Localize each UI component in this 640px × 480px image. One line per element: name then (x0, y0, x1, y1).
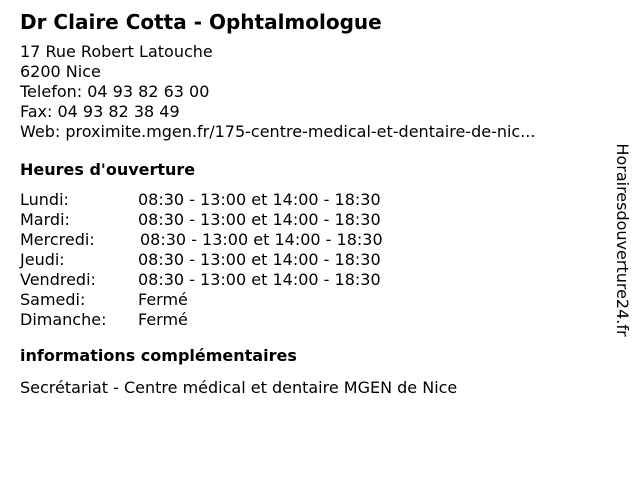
time-value: 08:30 - 13:00 et 14:00 - 18:30 (138, 270, 381, 289)
time-value: 08:30 - 13:00 et 14:00 - 18:30 (138, 190, 381, 209)
city-address: 6200 Nice (20, 62, 101, 81)
time-value: 08:30 - 13:00 et 14:00 - 18:30 (138, 250, 381, 269)
hours-row-friday (20, 270, 610, 290)
hours-row-thursday (20, 250, 610, 270)
time-value: 08:30 - 13:00 et 14:00 - 18:30 (138, 210, 381, 229)
time-value: Fermé (138, 310, 188, 329)
day-label: Samedi: (20, 290, 86, 309)
day-label: Vendredi: (20, 270, 96, 289)
phone-number: Telefon: 04 93 82 63 00 (20, 82, 210, 101)
time-value: Fermé (138, 290, 188, 309)
website-link[interactable]: Web: proximite.mgen.fr/175-centre-medical-et-dentaire-de-nic... (20, 122, 536, 141)
opening-hours-title: Heures d'ouverture (20, 160, 196, 179)
fax-number: Fax: 04 93 82 38 49 (20, 102, 180, 121)
day-label: Mercredi: (20, 230, 95, 249)
street-address: 17 Rue Robert Latouche (20, 42, 213, 61)
business-card (20, 8, 610, 398)
hours-row-sunday (20, 310, 610, 330)
additional-info-title: informations complémentaires (20, 346, 297, 365)
day-label: Dimanche: (20, 310, 107, 329)
time-value: 08:30 - 13:00 et 14:00 - 18:30 (140, 230, 383, 249)
additional-info-text: Secrétariat - Centre médical et dentaire MGEN de Nice (20, 378, 458, 397)
hours-row-saturday (20, 290, 610, 310)
day-label: Lundi: (20, 190, 69, 209)
hours-row-monday (20, 190, 610, 210)
hours-row-tuesday (20, 210, 610, 230)
page-title: Dr Claire Cotta - Ophtalmologue (20, 10, 382, 34)
day-label: Mardi: (20, 210, 70, 229)
opening-hours-list (20, 190, 610, 330)
day-label: Jeudi: (20, 250, 65, 269)
site-watermark: Horairesdouverture24.fr (613, 143, 632, 337)
contact-block (20, 42, 610, 142)
hours-row-wednesday (20, 230, 610, 250)
